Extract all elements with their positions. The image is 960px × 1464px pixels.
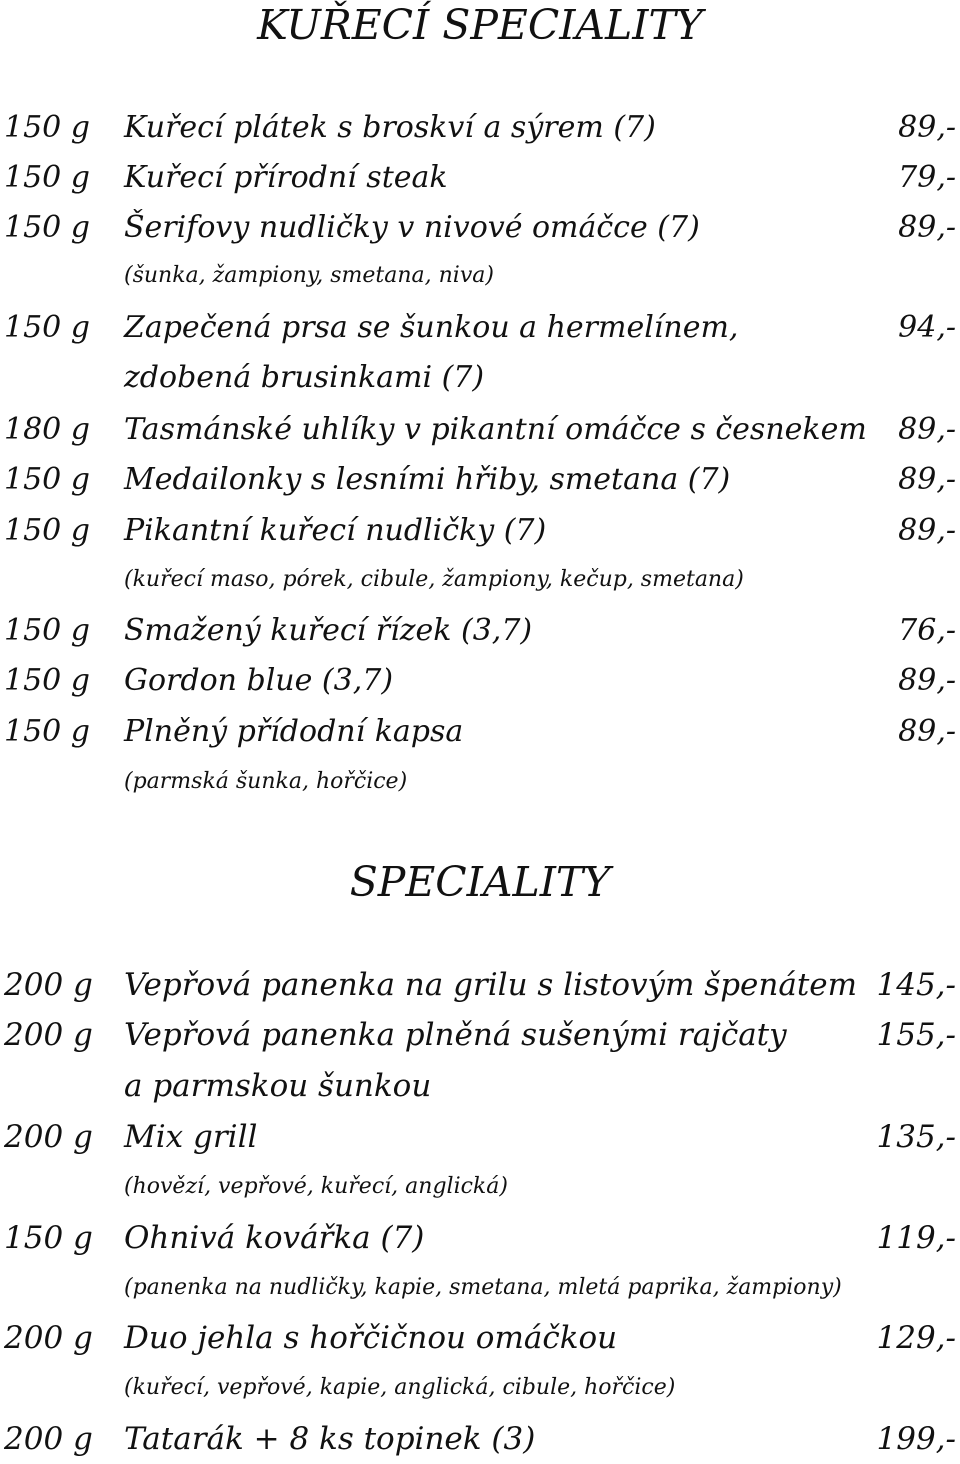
item-weight: 150 g: [4, 210, 91, 245]
item-weight: 150 g: [4, 613, 91, 648]
item-weight: 150 g: [4, 1220, 93, 1256]
item-name: Tasmánské uhlíky v pikantní omáčce s česnekem: [124, 412, 867, 447]
item-note-row: [0, 1162, 960, 1212]
item-price: 89,-: [898, 110, 956, 145]
item-price: 129,-: [876, 1320, 956, 1356]
menu-item: [0, 103, 960, 153]
item-weight: 150 g: [4, 714, 91, 749]
item-name: Vepřová panenka na grilu s listovým špenátem: [124, 967, 858, 1003]
item-weight: 180 g: [4, 412, 91, 447]
item-name: Vepřová panenka plněná sušenými rajčaty: [124, 1017, 787, 1053]
menu-item: [0, 1213, 960, 1263]
item-name: Pikantní kuřecí nudličky (7): [124, 513, 547, 548]
item-note: (parmská šunka, hořčice): [124, 769, 408, 794]
item-price: 76,-: [898, 613, 956, 648]
menu-item: [0, 1414, 960, 1464]
item-continuation-row: [0, 1061, 960, 1111]
item-price: 94,-: [898, 310, 956, 345]
item-price: 79,-: [898, 160, 956, 195]
item-name: Mix grill: [124, 1119, 258, 1155]
item-name-continuation: zdobená brusinkami (7): [124, 360, 485, 395]
menu-item: [0, 153, 960, 203]
item-weight: 200 g: [4, 1017, 93, 1053]
item-note-row: [0, 555, 960, 605]
item-price: 89,-: [898, 462, 956, 497]
item-name: Medailonky s lesními hřiby, smetana (7): [124, 462, 731, 497]
item-name: Šerifovy nudličky v nivové omáčce (7): [124, 210, 700, 245]
item-weight: 200 g: [4, 1119, 93, 1155]
item-price: 155,-: [876, 1017, 956, 1053]
item-price: 89,-: [898, 210, 956, 245]
item-weight: 150 g: [4, 310, 91, 345]
menu-item: [0, 303, 960, 353]
item-weight: 200 g: [4, 1320, 93, 1356]
item-name-continuation: a parmskou šunkou: [124, 1068, 432, 1104]
item-note: (panenka na nudličky, kapie, smetana, mletá paprika, žampiony): [124, 1275, 842, 1300]
item-price: 199,-: [876, 1421, 956, 1457]
item-weight: 150 g: [4, 513, 91, 548]
item-price: 89,-: [898, 412, 956, 447]
item-note: (kuřecí maso, pórek, cibule, žampiony, kečup, smetana): [124, 567, 744, 592]
item-price: 89,-: [898, 714, 956, 749]
item-weight: 200 g: [4, 967, 93, 1003]
item-note: (šunka, žampiony, smetana, niva): [124, 263, 494, 288]
item-weight: 150 g: [4, 160, 91, 195]
item-weight: 150 g: [4, 110, 91, 145]
menu-item: [0, 1112, 960, 1162]
item-name: Smažený kuřecí řízek (3,7): [124, 613, 533, 648]
item-name: Plněný přídodní kapsa: [124, 714, 464, 749]
item-name: Ohnivá kovářka (7): [124, 1220, 425, 1256]
menu-item: [0, 455, 960, 505]
item-name: Kuřecí přírodní steak: [124, 160, 448, 195]
item-name: Kuřecí plátek s broskví a sýrem (7): [124, 110, 656, 145]
item-name: Duo jehla s hořčičnou omáčkou: [124, 1320, 618, 1356]
section-title-chicken: KUŘECÍ SPECIALITY: [257, 1, 703, 49]
item-weight: 150 g: [4, 462, 91, 497]
section-title-specialities: SPECIALITY: [349, 858, 611, 906]
menu-item: [0, 707, 960, 757]
item-note: (hovězí, vepřové, kuřecí, anglická): [124, 1174, 508, 1199]
item-price: 89,-: [898, 513, 956, 548]
menu-item: [0, 506, 960, 556]
item-note-row: [0, 1363, 960, 1413]
item-price: 135,-: [876, 1119, 956, 1155]
item-note-row: [0, 251, 960, 301]
item-name: Gordon blue (3,7): [124, 663, 394, 698]
menu-item: [0, 203, 960, 253]
item-price: 145,-: [876, 967, 956, 1003]
item-weight: 150 g: [4, 663, 91, 698]
item-name: Zapečená prsa se šunkou a hermelínem,: [124, 310, 739, 345]
item-name: Tatarák + 8 ks topinek (3): [124, 1421, 536, 1457]
menu-item: [0, 1010, 960, 1060]
item-note: (kuřecí, vepřové, kapie, anglická, cibule, hořčice): [124, 1375, 676, 1400]
item-continuation-row: [0, 353, 960, 403]
item-note-row: [0, 757, 960, 807]
item-price: 89,-: [898, 663, 956, 698]
item-weight: 200 g: [4, 1421, 93, 1457]
menu-item: [0, 960, 960, 1010]
menu-item: [0, 1313, 960, 1363]
menu-item: [0, 405, 960, 455]
item-note-row: [0, 1263, 960, 1313]
item-price: 119,-: [876, 1220, 956, 1256]
menu-item: [0, 656, 960, 706]
menu-item: [0, 606, 960, 656]
